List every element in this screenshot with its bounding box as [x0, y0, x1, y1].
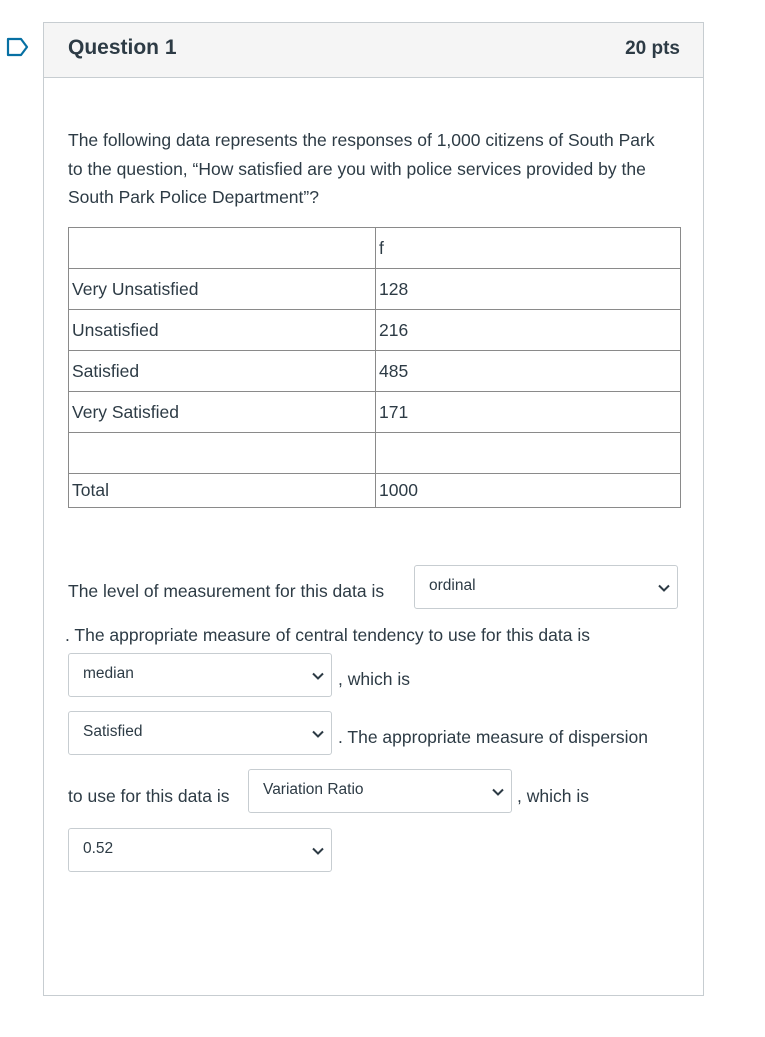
question-card [43, 22, 704, 996]
table-cell-frequency: 216 [376, 310, 681, 351]
central-tendency-select[interactable] [68, 653, 332, 697]
dispersion-value-select[interactable] [68, 828, 332, 872]
answer-text: , which is [338, 669, 410, 689]
table-header-cell [69, 228, 376, 269]
table-cell-label: Very Unsatisfied [69, 269, 376, 310]
table-total-row [69, 474, 681, 508]
table-row [69, 351, 681, 392]
table-cell-label [69, 433, 376, 474]
select-value: ordinal [429, 577, 476, 594]
answer-text: , which is [517, 786, 589, 806]
frequency-table [68, 227, 681, 508]
answer-text: . The appropriate measure of central tendency to use for this data is [65, 625, 590, 645]
table-cell-label: Total [69, 474, 376, 508]
table-row [69, 269, 681, 310]
table-cell-label: Satisfied [69, 351, 376, 392]
table-row [69, 310, 681, 351]
table-cell-frequency: 485 [376, 351, 681, 392]
flag-question-icon[interactable] [6, 37, 30, 57]
question-title: Question 1 [68, 36, 177, 59]
select-value: Variation Ratio [263, 781, 364, 798]
select-value: 0.52 [83, 840, 114, 857]
table-cell-frequency: 171 [376, 392, 681, 433]
table-cell-frequency: 1000 [376, 474, 681, 508]
question-prompt: The following data represents the responses of 1,000 citizens of South Park to the question, “How satisfied are you with police services provided by the South Park Police Department”? [68, 130, 655, 207]
question-points: 20 pts [625, 38, 680, 59]
select-value: Satisfied [83, 723, 143, 740]
chevron-down-icon [311, 669, 325, 683]
central-tendency-value-select[interactable] [68, 711, 332, 755]
table-cell-frequency [376, 433, 681, 474]
measurement-level-select[interactable] [414, 565, 678, 609]
dispersion-measure-select[interactable] [248, 769, 512, 813]
table-row [69, 433, 681, 474]
table-cell-label: Very Satisfied [69, 392, 376, 433]
chevron-down-icon [491, 785, 505, 799]
chevron-down-icon [311, 727, 325, 741]
answer-text: . The appropriate measure of dispersion [338, 727, 648, 747]
chevron-down-icon [657, 581, 671, 595]
table-header-cell: f [376, 228, 681, 269]
table-header-row [69, 228, 681, 269]
answer-text: to use for this data is [68, 786, 230, 806]
table-cell-label: Unsatisfied [69, 310, 376, 351]
table-cell-frequency: 128 [376, 269, 681, 310]
chevron-down-icon [311, 844, 325, 858]
answer-text: The level of measurement for this data is [68, 581, 385, 601]
select-value: median [83, 665, 134, 682]
question-header [44, 23, 703, 78]
table-row [69, 392, 681, 433]
